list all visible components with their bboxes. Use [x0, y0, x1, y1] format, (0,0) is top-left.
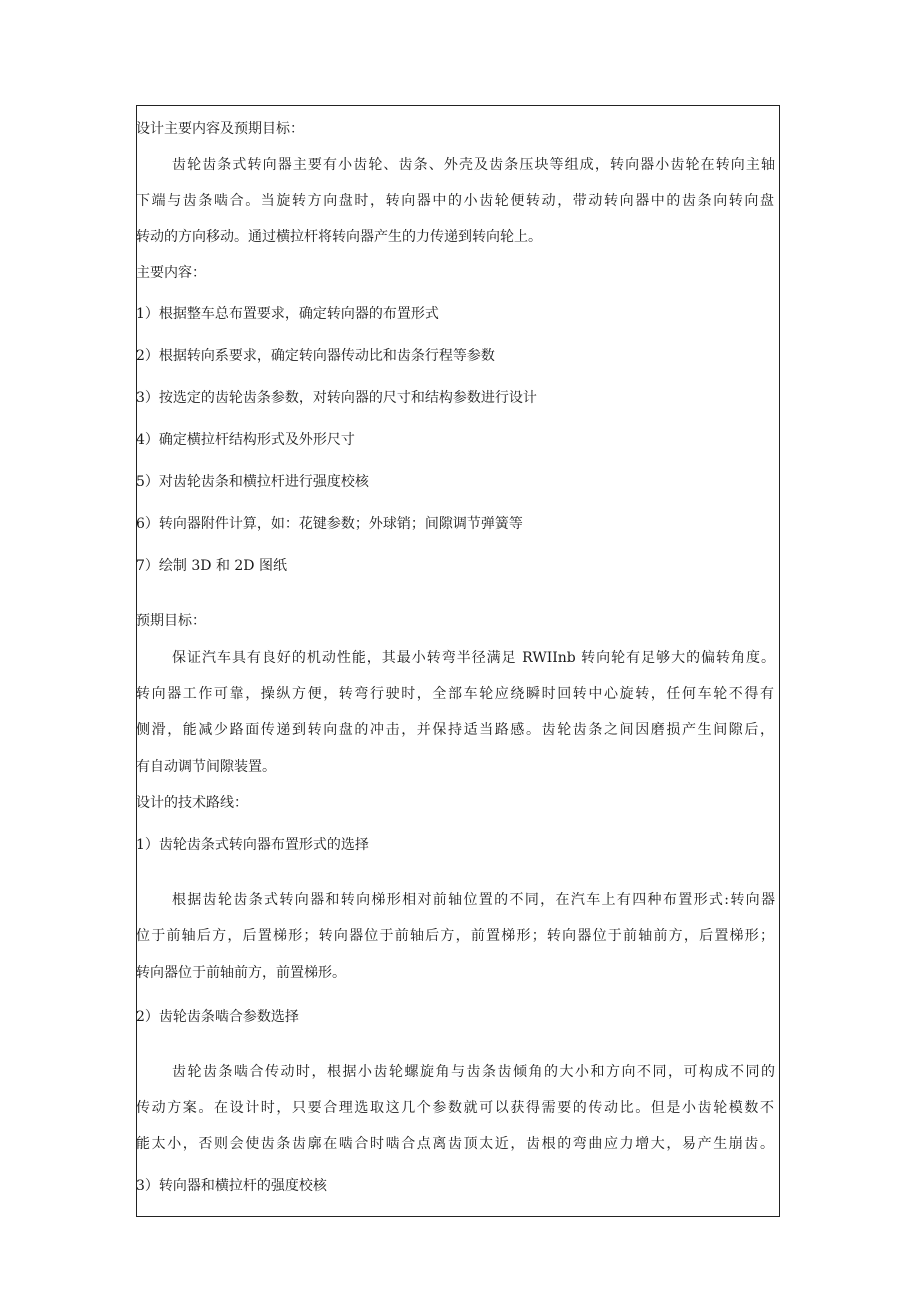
route-step-2-line-1: 齿轮齿条啮合传动时，根据小齿轮螺旋角与齿条齿倾角的大小和方向不同，可构成不同的 — [172, 1064, 775, 1080]
route-step-2-line-3: 能太小，否则会使齿条齿廓在啮合时啮合点离齿顶太近，齿根的弯曲应力增大，易产生崩齿。 — [136, 1136, 774, 1152]
expected-goals-heading: 预期目标： — [136, 613, 206, 629]
main-content-item-2: 2）根据转向系要求，确定转向器传动比和齿条行程等参数 — [136, 348, 495, 364]
expected-goals-line-4: 有自动调节间隙装置。 — [136, 759, 276, 775]
route-step-3-title: 3）转向器和横拉杆的强度校核 — [136, 1178, 327, 1194]
route-step-1-line-3: 转向器位于前轴前方，前置梯形。 — [136, 965, 346, 981]
route-step-1-title: 1）齿轮齿条式转向器布置形式的选择 — [136, 837, 369, 853]
route-step-1-line-2: 位于前轴后方，后置梯形；转向器位于前轴后方，前置梯形；转向器位于前轴前方，后置梯形； — [136, 928, 774, 944]
main-content-item-5: 5）对齿轮齿条和横拉杆进行强度校核 — [136, 474, 369, 490]
route-step-2-line-2: 传动方案。在设计时，只要合理选取这几个参数就可以获得需要的传动比。但是小齿轮模数不 — [136, 1100, 774, 1116]
main-content-item-4: 4）确定横拉杆结构形式及外形尺寸 — [136, 432, 355, 448]
technical-route-heading: 设计的技术路线： — [136, 795, 248, 811]
expected-goals-line-2: 转向器工作可靠，操纵方便，转弯行驶时，全部车轮应绕瞬时回转中心旋转，任何车轮不得有 — [136, 686, 774, 702]
main-content-item-3: 3）按选定的齿轮齿条参数，对转向器的尺寸和结构参数进行设计 — [136, 390, 537, 406]
expected-goals-line-3: 侧滑，能减少路面传递到转向盘的冲击，并保持适当路感。齿轮齿条之间因磨损产生间隙后， — [136, 722, 774, 738]
main-content-item-6: 6）转向器附件计算，如：花键参数；外球销；间隙调节弹簧等 — [136, 516, 523, 532]
section-heading: 设计主要内容及预期目标： — [136, 121, 304, 137]
route-step-1-line-1: 根据齿轮齿条式转向器和转向梯形相对前轴位置的不同，在汽车上有四种布置形式:转向器 — [172, 892, 775, 908]
main-content-item-7: 7）绘制 3D 和 2D 图纸 — [136, 558, 287, 574]
main-content-item-1: 1）根据整车总布置要求，确定转向器的布置形式 — [136, 306, 439, 322]
intro-line-3: 转动的方向移动。通过横拉杆将转向器产生的力传递到转向轮上。 — [136, 229, 542, 245]
intro-line-2: 下端与齿条啮合。当旋转方向盘时，转向器中的小齿轮便转动，带动转向器中的齿条向转向盘 — [136, 193, 774, 209]
expected-goals-line-1: 保证汽车具有良好的机动性能，其最小转弯半径满足 RWIInb 转向轮有足够大的偏转角度。 — [172, 650, 775, 666]
intro-line-1: 齿轮齿条式转向器主要有小齿轮、齿条、外壳及齿条压块等组成，转向器小齿轮在转向主轴 — [172, 157, 775, 173]
main-content-heading: 主要内容： — [136, 265, 206, 281]
route-step-2-title: 2）齿轮齿条啮合参数选择 — [136, 1009, 299, 1025]
